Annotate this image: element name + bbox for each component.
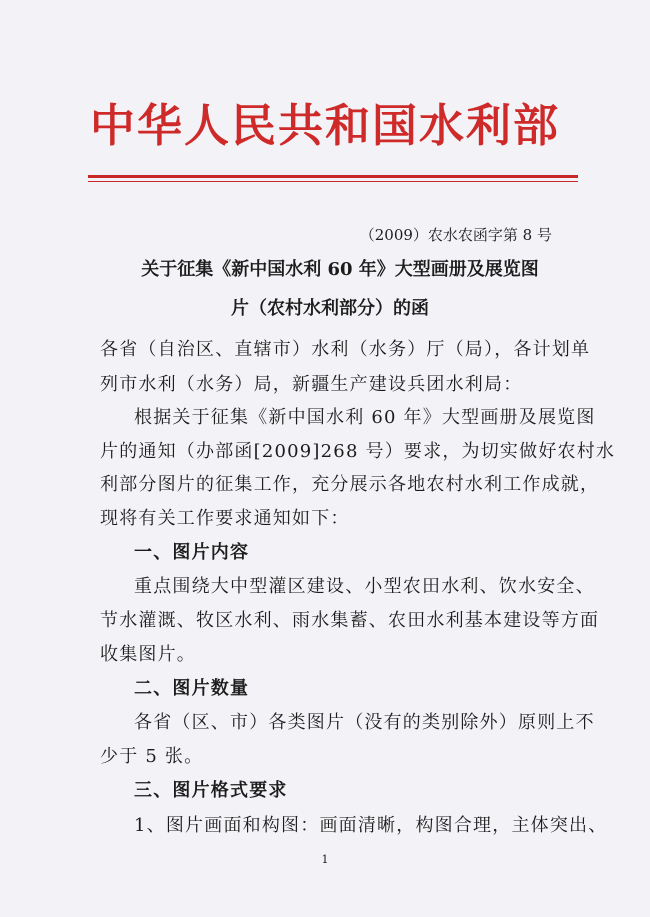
section-1-heading: 一、图片内容 bbox=[134, 542, 250, 563]
intro-line-2: 片的通知（办部函[2009]268 号）要求，为切实做好农村水 bbox=[100, 441, 616, 462]
section-2-line-1: 各省（区、市）各类图片（没有的类别除外）原则上不 bbox=[134, 712, 595, 733]
section-1-line-1: 重点围绕大中型灌区建设、小型农田水利、饮水安全、 bbox=[134, 576, 595, 597]
intro-line-3: 利部分图片的征集工作，充分展示各地农村水利工作成就， bbox=[100, 474, 600, 495]
section-2-heading: 二、图片数量 bbox=[134, 678, 250, 699]
addressee-line-2: 列市水利（水务）局，新疆生产建设兵团水利局： bbox=[100, 374, 523, 395]
red-divider-thin bbox=[88, 181, 578, 182]
subject-line-1: 关于征集《新中国水利 60 年》大型画册及展览图 bbox=[141, 259, 539, 280]
issuing-authority-title: 中华人民共和国水利部 bbox=[89, 99, 560, 152]
section-3-line-1: 1、图片画面和构图：画面清晰，构图合理，主体突出、 bbox=[134, 815, 608, 836]
section-2-line-2: 少于 5 张。 bbox=[100, 746, 204, 767]
page-number: 1 bbox=[321, 853, 329, 866]
intro-line-4: 现将有关工作要求通知如下： bbox=[100, 508, 350, 529]
section-1-line-3: 收集图片。 bbox=[100, 644, 196, 665]
intro-line-1: 根据关于征集《新中国水利 60 年》大型画册及展览图 bbox=[134, 407, 596, 428]
document-number: （2009）农水农函字第 8 号 bbox=[359, 226, 552, 244]
section-3-heading: 三、图片格式要求 bbox=[134, 780, 288, 801]
subject-line-2: 片（农村水利部分）的函 bbox=[231, 298, 429, 319]
red-divider-thick bbox=[88, 175, 578, 178]
addressee-line-1: 各省（自治区、直辖市）水利（水务）厅（局），各计划单 bbox=[100, 339, 591, 360]
section-1-line-2: 节水灌溉、牧区水利、雨水集蓄、农田水利基本建设等方面 bbox=[100, 610, 600, 631]
